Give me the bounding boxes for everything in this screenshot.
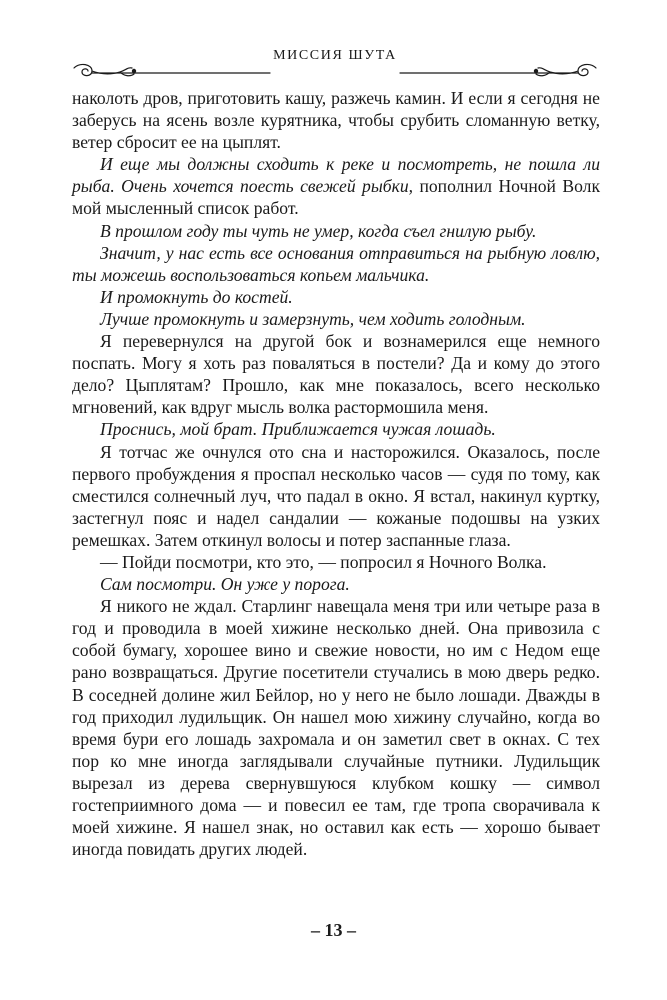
italic-thought: Сам посмотри. Он уже у порога. (100, 574, 350, 595)
paragraph: наколоть дров, приготовить кашу, разжечь камин. И если я сегодня не заберусь на ясень возле курятника, чтобы срубить сломанную ветку, ветер сбросит ее на цыплят. (72, 88, 600, 153)
paragraph: Я тотчас же очнулся ото сна и насторожился. Оказалось, после первого пробуждения я проспал несколько часов — судя по тому, как сместился солнечный луч, что падал в окно. Я встал, накинул куртку, застегнул пояс и надел сандалии — кожаные подошвы на узких ремешках. Затем откинул волосы и потер заспанные глаза. (72, 441, 600, 550)
italic-thought: В прошлом году ты чуть не умер, когда съел гнилую рыбу. (100, 220, 537, 241)
italic-thought: Лучше промокнуть и замерзнуть, чем ходить голодным. (100, 308, 526, 329)
paragraph (72, 153, 600, 219)
running-head (70, 46, 600, 80)
paragraph: Я перевернулся на другой бок и вознамерился еще немного поспать. Могу я хоть раз поваляться в постели? Да и кому до этого дело? Цыплятам? Прошло, как мне показалось, всего несколько мгновений, как вдруг мысль волка растормошила меня. (72, 331, 600, 418)
scroll-ornament-icon (70, 62, 600, 82)
dialogue-line: — Пойди посмотри, кто это, — попросил я Ночного Волка. (100, 551, 547, 572)
italic-thought: И промокнуть до костей. (100, 286, 293, 307)
page-number: – 13 – (311, 920, 356, 940)
italic-thought: Значит, у нас есть все основания отправиться на рыбную ловлю, ты можешь воспользоваться копьем мальчика. (72, 242, 600, 285)
body-text (72, 87, 600, 860)
paragraph-text: пополнил Ночной Волк мой мысленный список работ. (72, 176, 600, 219)
paragraph: Я никого не ждал. Старлинг навещала меня три или четыре раза в год и проводила в моей хижине несколько дней. Она привозила с собой бумагу, хорошее вино и свежие новости, но им с Недом еще рано возвращаться. Другие посетители стучались в мою дверь редко. В соседней долине жил Бейлор, но у него не было лошади. Дважды в год приходил лудильщик. Он нашел мою хижину случайно, когда во время бури его лошадь захромала и он заметил свет в окнах. С тех пор ко мне иногда заглядывали случайные путники. Лудильщик вырезал из дерева свернувшуюся клубком кошку — символ гостеприимного дома — и повесил ее там, где тропа сворачивала к моей хижине. Я нашел знак, но оставил как есть — хорошо бывает иногда повидать других людей. (72, 596, 600, 860)
italic-thought: И еще мы должны сходить к реке и посмотреть, не пошла ли рыба. Очень хочется поесть свежей рыбки, (72, 154, 600, 197)
italic-thought: Проснись, мой брат. Приближается чужая лошадь. (100, 419, 496, 440)
running-title: МИССИЯ ШУТА (273, 48, 397, 63)
